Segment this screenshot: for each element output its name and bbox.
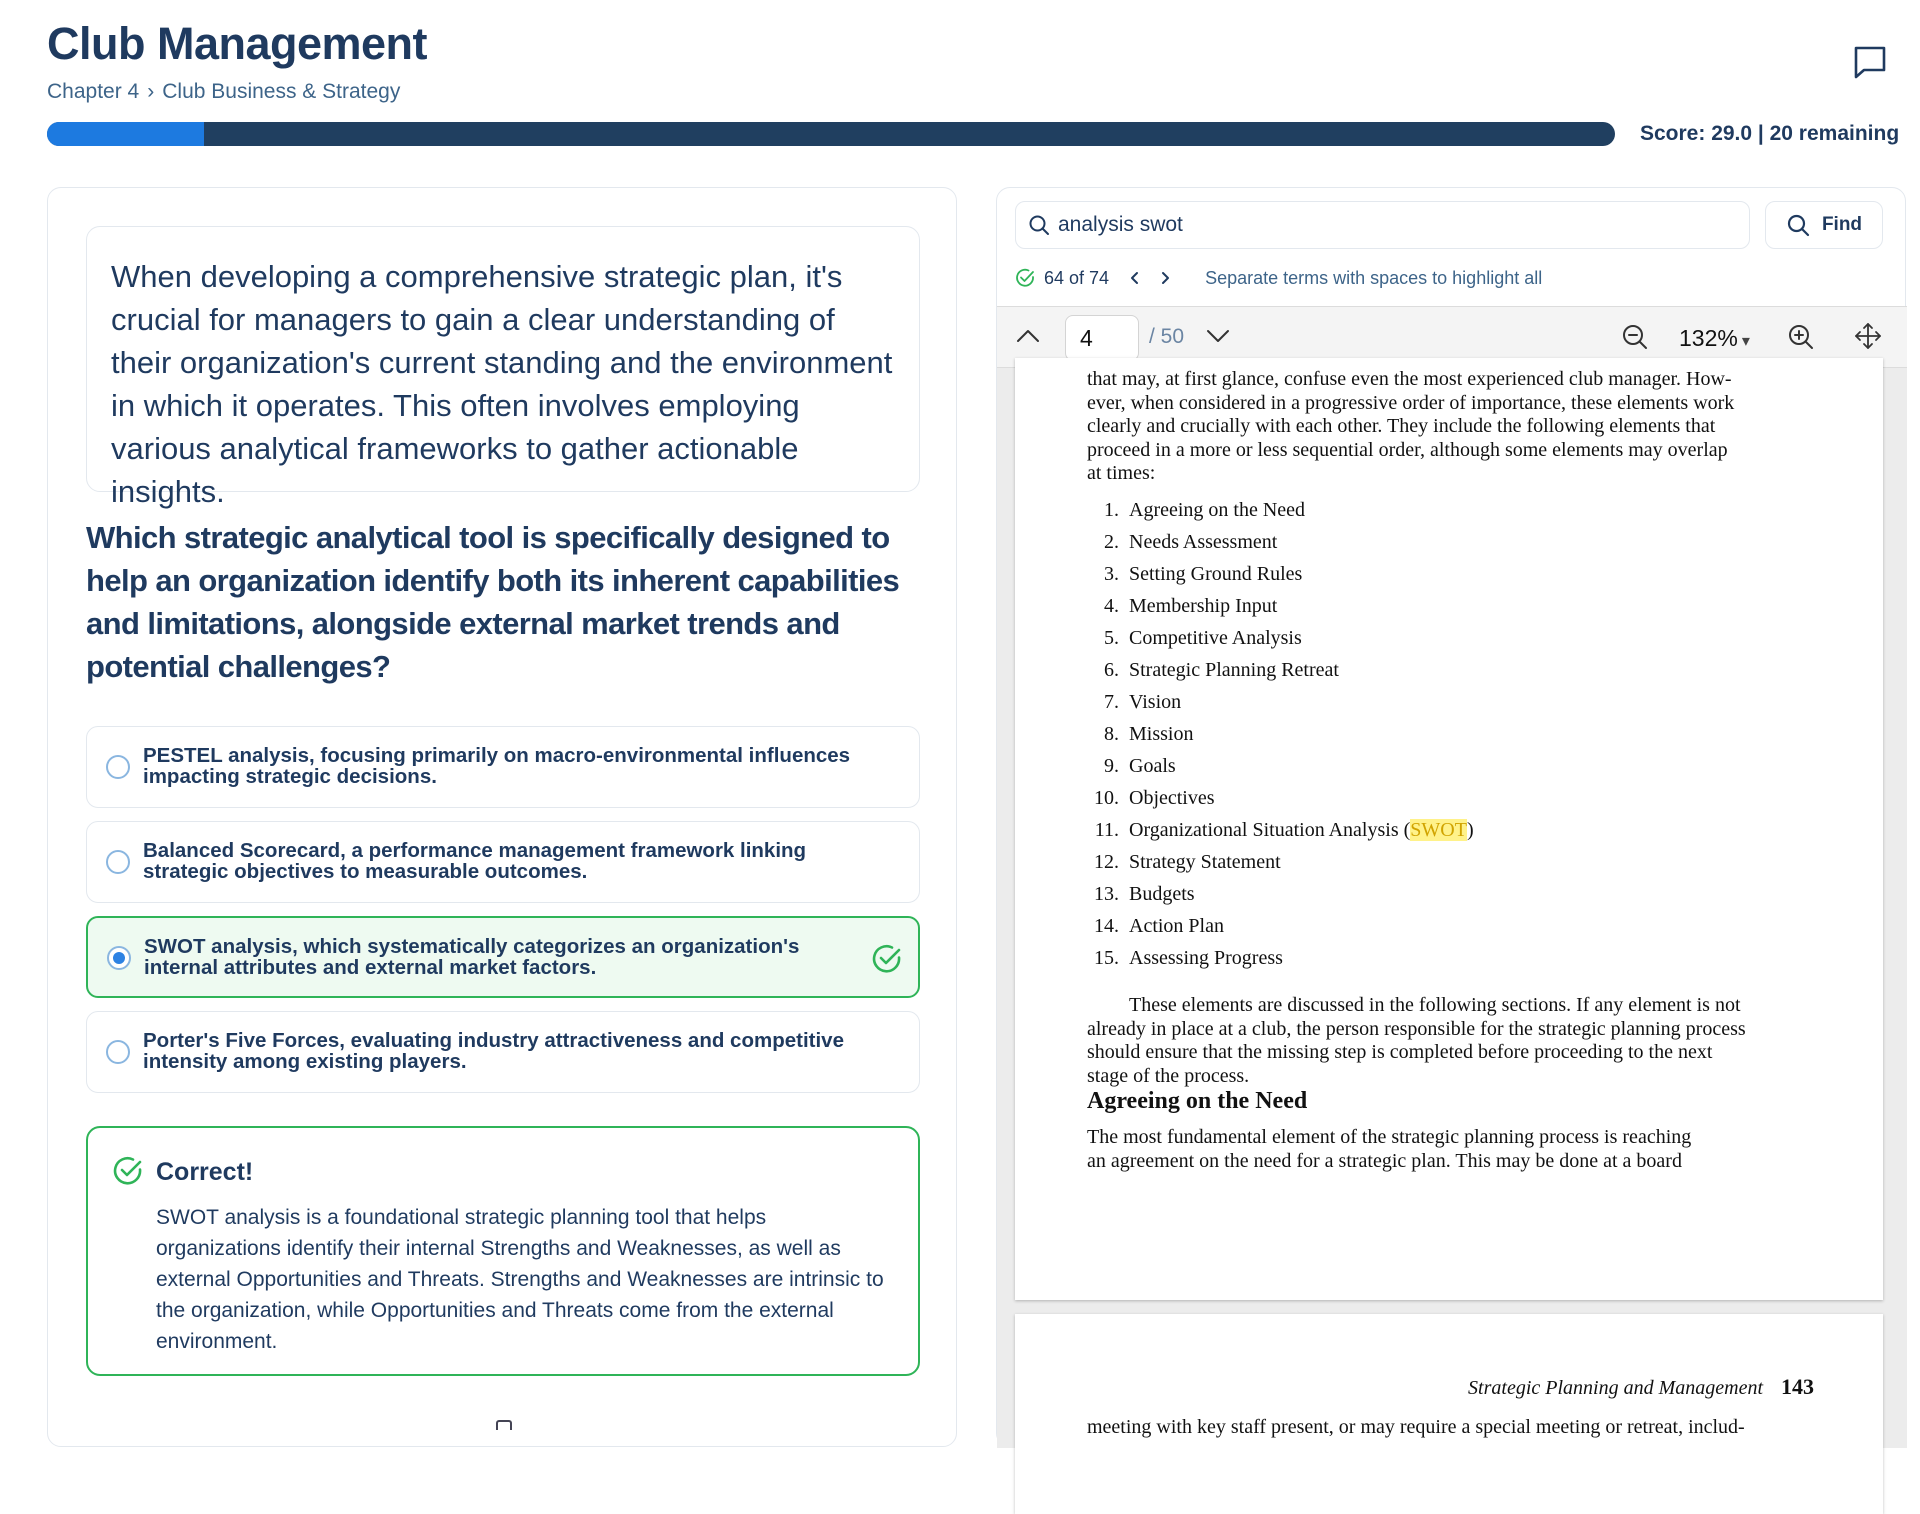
list-item [1087,526,1814,558]
document-viewer [996,187,1906,1447]
list-item-label: Competitive Analysis [1129,627,1302,649]
list-item-label: Setting Ground Rules [1129,563,1303,585]
correct-check-icon [872,944,902,974]
list-item-text [1129,622,1302,654]
document-canvas[interactable] [997,368,1907,1448]
fit-page-icon[interactable] [1853,321,1883,351]
page-number-input[interactable]: 4 [1065,315,1139,361]
breadcrumb-separator: › [147,80,155,103]
answer-option-c[interactable] [86,916,920,998]
correct-check-icon [113,1156,143,1186]
list-item-number: 14. [1094,915,1119,937]
list-item [1087,878,1814,910]
list-item-label: Action Plan [1129,915,1224,937]
list-item-number: 4. [1104,595,1119,617]
document-paragraph [1087,368,1814,486]
answer-option-a[interactable] [86,726,920,808]
text-line: already in place at a club, the person responsible for the strategic planning process [1087,1017,1746,1040]
list-item-number: 1. [1104,499,1119,521]
list-item-text [1129,782,1215,814]
document-paragraph [1087,1126,1814,1173]
score-text: Score: 29.0 | 20 remaining [1640,122,1900,145]
progress-fill [47,122,204,146]
list-item-label: Agreeing on the Need [1129,499,1306,521]
list-item-label: Mission [1129,723,1194,745]
answer-option-label: Balanced Scorecard, a performance management framework linking strategic objectives to measurable outcomes. [143,839,807,883]
page-title: Club Management [47,18,428,69]
list-item-number: 10. [1094,787,1119,809]
match-status [1015,266,1542,290]
radio-button-selected[interactable] [107,946,131,970]
list-item-text [1129,814,1474,846]
next-page-icon[interactable] [1205,325,1231,347]
text-line: should ensure that the missing step is completed before proceeding to the next [1087,1041,1713,1063]
list-item [1087,814,1814,846]
text-line: at times: [1087,462,1156,484]
document-page [1015,358,1883,1300]
text-line: clearly and crucially with each other. They include the following elements that [1087,415,1716,437]
chevron-down-icon: ▾ [1741,333,1750,350]
list-item-text [1129,942,1283,974]
list-item-number: 8. [1104,723,1119,745]
list-item-label: Objectives [1129,787,1215,809]
answer-option-d[interactable] [86,1011,920,1093]
search-highlight: SWOT [1410,819,1467,841]
find-button-label: Find [1821,214,1863,235]
list-item-label: Strategy Statement [1129,851,1281,873]
list-item-label: Organizational Situation Analysis ( [1129,819,1411,841]
answer-option-label: Porter's Five Forces, evaluating industry attractiveness and competitive intensity among existing players. [143,1029,844,1073]
passage-text: When developing a comprehensive strategic plan, it's crucial for managers to gain a clear understanding of their organization's current standing and the environment in which it operates. This often involves employing various analytical frameworks to gather actionable insights. [86,226,920,492]
list-item [1087,846,1814,878]
search-box [1015,201,1750,249]
match-count: 64 of 74 [1044,267,1110,288]
feedback-box [86,1126,920,1376]
search-icon [1028,214,1050,236]
list-item-text [1129,654,1339,686]
list-item-text [1129,878,1195,910]
list-item-number: 5. [1104,627,1119,649]
zoom-select[interactable] [1679,325,1750,352]
feedback-explanation: SWOT analysis is a foundational strategic planning tool that helps organizations identify their internal Strengths and Weaknesses, as well as external Opportunities and Threats. Strengths and Weaknesses are intrinsic to the organization, while Opportunities and Threats come from the external environment. [156,1206,884,1353]
page-total: / 50 [1149,325,1185,348]
list-item-text [1129,494,1305,526]
match-check-icon [1015,268,1035,288]
next-match-icon[interactable] [1157,270,1173,286]
list-item-label: Budgets [1129,883,1195,905]
quiz-panel [47,187,957,1447]
list-item-text [1129,590,1277,622]
zoom-out-icon[interactable] [1621,323,1649,351]
list-item [1087,494,1814,526]
list-item-label: Membership Input [1129,595,1278,617]
list-item-text [1129,846,1281,878]
zoom-in-icon[interactable] [1787,323,1815,351]
section-heading: Agreeing on the Need [1087,1088,1308,1114]
feedback-title: Correct! [156,1158,254,1186]
breadcrumb [47,80,400,104]
text-line: The most fundamental element of the strategic planning process is reaching [1087,1126,1692,1148]
list-item-number: 12. [1094,851,1119,873]
document-paragraph [1087,994,1814,1088]
text-line: ever, when considered in a progressive order of importance, these elements work [1087,391,1735,414]
list-item [1087,686,1814,718]
running-head-title: Strategic Planning and Management [1468,1377,1763,1399]
list-item-number: 7. [1104,691,1119,713]
running-head [1087,1374,1814,1400]
radio-button[interactable] [106,850,130,874]
list-item [1087,942,1814,974]
radio-button[interactable] [106,755,130,779]
list-item [1087,590,1814,622]
answer-option-label: PESTEL analysis, focusing primarily on macro-environmental influences impacting strategic decisions. [143,744,851,788]
list-item-number: 13. [1094,883,1119,905]
breadcrumb-chapter[interactable]: Chapter 4 [47,80,140,103]
element-list [1087,494,1814,974]
list-item-text [1129,910,1224,942]
list-item-label: Needs Assessment [1129,531,1278,553]
list-item-text [1129,718,1193,750]
list-item [1087,910,1814,942]
bookmark-icon[interactable] [496,1420,512,1430]
list-item-text [1129,558,1302,590]
text-line: meeting with key staff present, or may require a special meeting or retreat, includ- [1087,1416,1745,1438]
list-item-number: 2. [1104,531,1119,553]
text-line: proceed in a more or less sequential order, although some elements may overlap [1087,438,1728,461]
breadcrumb-section[interactable]: Club Business & Strategy [162,80,401,103]
list-item [1087,654,1814,686]
previous-match-icon[interactable] [1127,270,1143,286]
list-item-number: 6. [1104,659,1119,681]
list-item [1087,782,1814,814]
text-line: that may, at first glance, confuse even the most experienced club manager. How- [1087,368,1732,390]
text-line: stage of the process. [1087,1064,1250,1087]
list-item-number: 9. [1104,755,1119,777]
list-item-suffix: ) [1466,819,1474,841]
list-item [1087,750,1814,782]
document-page [1015,1314,1883,1514]
text-line: These elements are discussed in the following sections. If any element is not [1129,994,1741,1016]
zoom-value: 132% [1679,325,1738,351]
page-number: 143 [1781,1374,1814,1399]
list-item [1087,622,1814,654]
search-icon [1786,213,1810,237]
list-item [1087,558,1814,590]
find-button[interactable] [1765,201,1883,249]
list-item-number: 15. [1094,947,1119,969]
list-item-label: Goals [1129,755,1176,777]
answer-option-b[interactable] [86,821,920,903]
radio-button[interactable] [106,1040,130,1064]
list-item-text [1129,750,1176,782]
chat-bubble-icon[interactable] [1850,42,1890,82]
list-item-number: 3. [1104,563,1119,585]
list-item-text [1129,686,1181,718]
list-item-label: Assessing Progress [1129,947,1283,969]
previous-page-icon[interactable] [1015,325,1041,347]
answer-option-label: SWOT analysis, which systematically categorizes an organization's internal attributes and external market factors. [144,935,800,979]
search-hint: Separate terms with spaces to highlight all [1205,267,1543,288]
list-item [1087,718,1814,750]
text-line: an agreement on the need for a strategic plan. This may be done at a board [1087,1149,1682,1172]
list-item-label: Vision [1129,691,1182,713]
progress-bar [47,122,1615,146]
list-item-text [1129,526,1277,558]
list-item-label: Strategic Planning Retreat [1129,659,1339,681]
list-item-number: 11. [1094,819,1119,841]
search-input[interactable] [1058,208,1728,242]
question-text: Which strategic analytical tool is specifically designed to help an organization identify both its inherent capabilities and limitations, alongside external market trends and potential challenges? [86,520,900,684]
